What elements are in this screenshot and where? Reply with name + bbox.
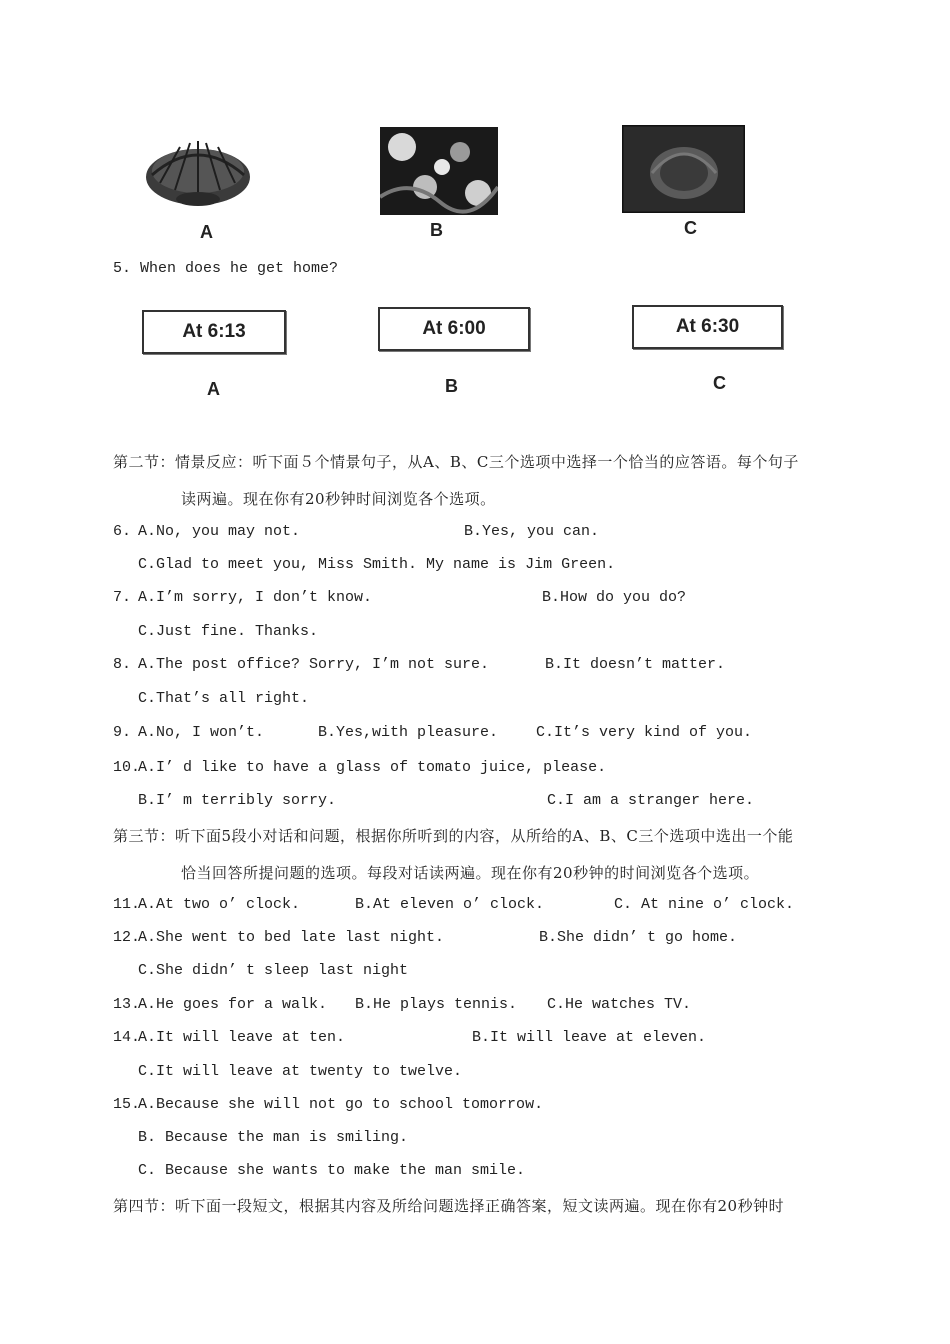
q10-number: 10. — [113, 759, 141, 776]
picture-b-label: B — [430, 220, 443, 240]
q12-option-c: C.She didn’ t sleep last night — [138, 962, 409, 979]
q11-option-a: A.At two o’ clock. — [138, 896, 301, 913]
q8-option-c: C.That’s all right. — [138, 690, 310, 707]
photo-b-image — [380, 127, 498, 215]
time-option-a-label: A — [207, 379, 220, 399]
q7-number: 7. — [113, 589, 132, 606]
section-2-instruction-line-1: 第二节：情景反应：听下面５个情景句子，从A、B、C三个选项中选择一个恰当的应答语。每个句子 — [113, 453, 799, 471]
q13-option-b: B.He plays tennis. — [355, 996, 518, 1013]
q12-option-a: A.She went to bed late last night. — [138, 929, 445, 946]
q8-number: 8. — [113, 656, 132, 673]
picture-c-label: C — [684, 218, 697, 238]
q7-option-a: A.I’m sorry, I don’t know. — [138, 589, 373, 606]
picture-a-shell — [140, 135, 255, 210]
q11-number: 11. — [113, 896, 141, 913]
question-5: 5. When does he get home? — [113, 260, 339, 277]
q6-number: 6. — [113, 523, 132, 540]
shell-image — [140, 135, 255, 210]
q10-option-c: C.I am a stranger here. — [547, 792, 755, 809]
picture-b-photo — [380, 127, 498, 215]
section-3-instruction-line-1: 第三节：听下面5段小对话和问题，根据你所听到的内容，从所给的A、B、C三个选项中选出一个能 — [113, 827, 794, 845]
q9-option-c: C.It’s very kind of you. — [536, 724, 753, 741]
q13-option-a: A.He goes for a walk. — [138, 996, 328, 1013]
q7-option-c: C.Just fine. Thanks. — [138, 623, 319, 640]
q15-option-b: B. Because the man is smiling. — [138, 1129, 409, 1146]
q9-option-a: A.No, I won’t. — [138, 724, 265, 741]
q13-number: 13. — [113, 996, 141, 1013]
section-4-instruction-line-1: 第四节：听下面一段短文，根据其内容及所给问题选择正确答案，短文读两遍。现在你有20秒钟时 — [113, 1197, 785, 1215]
time-option-b: At 6:00 — [378, 307, 530, 351]
picture-c-photo — [622, 125, 745, 213]
time-option-a: At 6:13 — [142, 310, 286, 354]
q9-number: 9. — [113, 724, 132, 741]
q14-option-c: C.It will leave at twenty to twelve. — [138, 1063, 463, 1080]
section-2-instruction-line-2: 读两遍。现在你有20秒钟时间浏览各个选项。 — [181, 490, 496, 508]
q9-option-b: B.Yes,with pleasure. — [318, 724, 499, 741]
q15-number: 15. — [113, 1096, 141, 1113]
time-option-b-label: B — [445, 376, 458, 396]
q14-number: 14. — [113, 1029, 141, 1046]
q13-option-c: C.He watches TV. — [547, 996, 692, 1013]
q10-option-b: B.I’ m terribly sorry. — [138, 792, 337, 809]
q6-option-c: C.Glad to meet you, Miss Smith. My name is Jim Green. — [138, 556, 616, 573]
q6-option-b: B.Yes, you can. — [464, 523, 600, 540]
q11-option-c: C. At nine o’ clock. — [614, 896, 795, 913]
q15-option-c: C. Because she wants to make the man smile. — [138, 1162, 526, 1179]
picture-a-label: A — [200, 222, 213, 242]
q12-option-b: B.She didn’ t go home. — [539, 929, 738, 946]
q12-number: 12. — [113, 929, 141, 946]
q6-option-a: A.No, you may not. — [138, 523, 301, 540]
q8-option-b: B.It doesn’t matter. — [545, 656, 726, 673]
q14-option-b: B.It will leave at eleven. — [472, 1029, 707, 1046]
q15-option-a: A.Because she will not go to school tomorrow. — [138, 1096, 544, 1113]
q11-option-b: B.At eleven o’ clock. — [355, 896, 545, 913]
photo-c-image — [622, 125, 745, 213]
section-3-instruction-line-2: 恰当回答所提问题的选项。每段对话读两遍。现在你有20秒钟的时间浏览各个选项。 — [181, 864, 760, 882]
time-option-c-label: C — [713, 373, 726, 393]
q10-option-a: A.I’ d like to have a glass of tomato juice, please. — [138, 759, 607, 776]
q7-option-b: B.How do you do? — [542, 589, 687, 606]
q8-option-a: A.The post office? Sorry, I’m not sure. — [138, 656, 490, 673]
q14-option-a: A.It will leave at ten. — [138, 1029, 346, 1046]
time-option-c: At 6:30 — [632, 305, 783, 349]
